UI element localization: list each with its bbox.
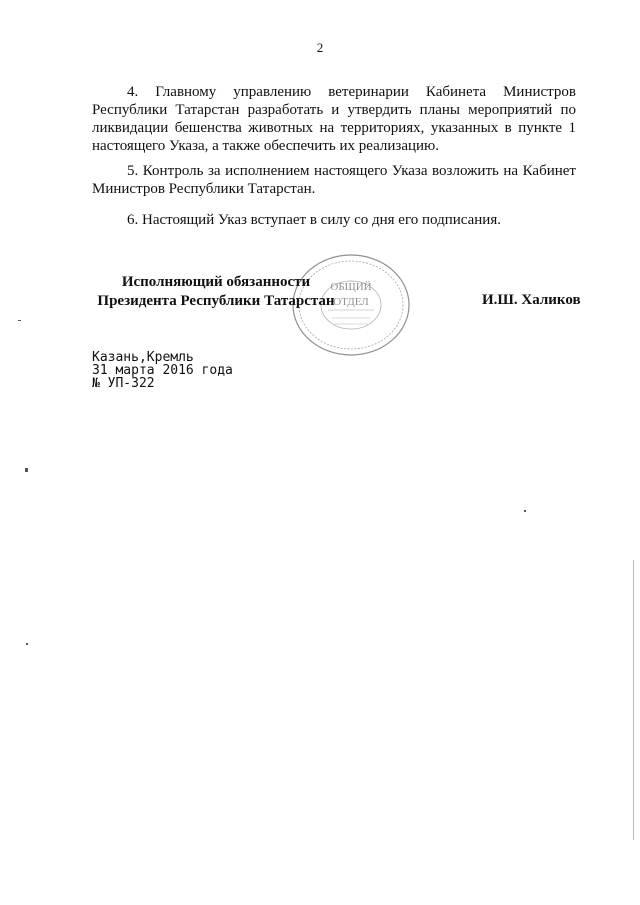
paragraph-6: 6. Настоящий Указ вступает в силу со дня его подписания. bbox=[127, 212, 501, 228]
issue-date: 31 марта 2016 года bbox=[92, 363, 233, 378]
scan-speck bbox=[633, 560, 634, 840]
paragraph-5: 5. Контроль за исполнением настоящего Указа возложить на Кабинет Министров Республики Татарстан. bbox=[92, 163, 576, 197]
issue-number: № УП-322 bbox=[92, 376, 155, 391]
signatory-name: И.Ш. Халиков bbox=[482, 292, 581, 308]
paragraph-4: 4. Главному управлению ветеринарии Кабинета Министров Республики Татарстан разработать и утвердить планы мероприятий по ликвидации бешенства животных на территориях, указанных в пункте 1 настоящего Указа, а также обеспечить их реализацию. bbox=[92, 84, 576, 154]
scan-speck bbox=[524, 510, 526, 512]
scan-speck bbox=[26, 643, 28, 645]
issue-details bbox=[92, 351, 233, 390]
signature-title-line-1: Исполняющий обязанности bbox=[121, 274, 311, 290]
issue-place: Казань,Кремль bbox=[92, 350, 194, 365]
stamp-text-2: ОТДЕЛ bbox=[333, 296, 369, 308]
signature-title-line-2: Президента Республики Татарстан bbox=[97, 293, 335, 309]
page-number: 2 bbox=[316, 40, 324, 55]
stamp-text-1: ОБЩИЙ bbox=[330, 281, 372, 293]
signature-title bbox=[96, 273, 336, 311]
scan-speck bbox=[18, 320, 21, 321]
scan-speck bbox=[25, 468, 28, 472]
